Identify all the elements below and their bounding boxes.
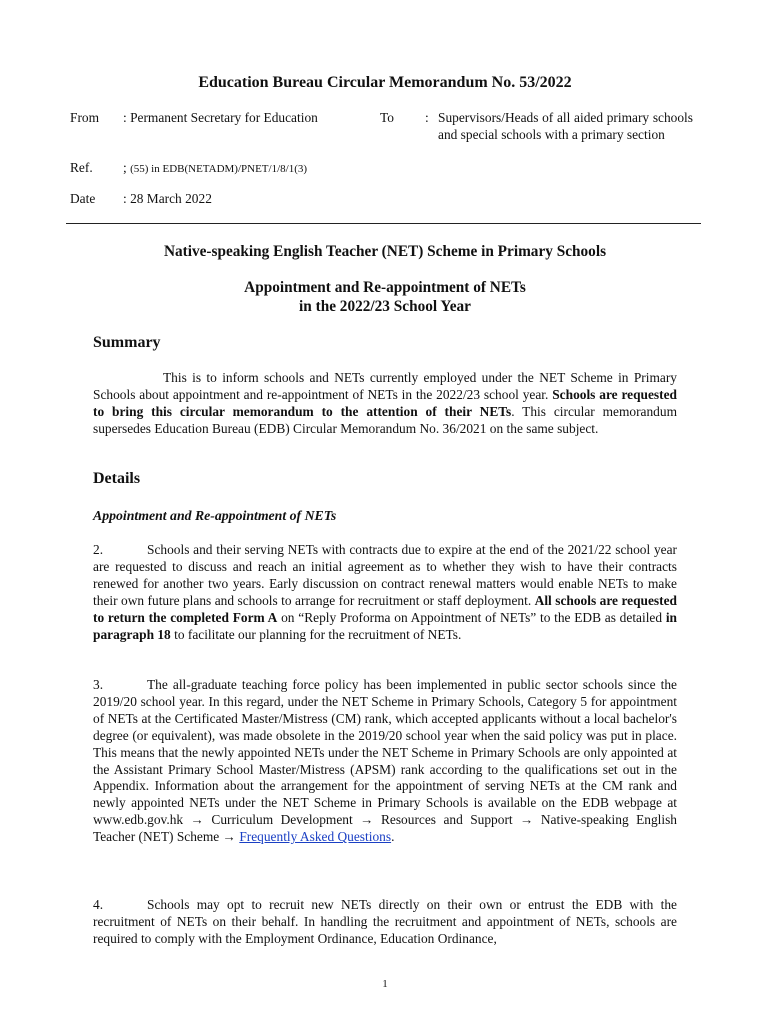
to-colon: : [425,110,429,125]
from-label: From [70,110,100,125]
paragraph-3-text-2: . [391,829,395,845]
header-divider [66,223,701,224]
summary-text-1: This is to inform schools and NETs currently employed under the NET Scheme in Primary Schools about appointment and re-appointment of NETs in the 2022/23 school year. [93,370,677,402]
subject-heading-line2: in the 2022/23 School Year [299,298,471,315]
summary-text-2: . This circular memorandum supersedes Education Bureau (EDB) Circular Memorandum No. 36/2021 on the same subject. [93,403,677,436]
paragraph-2-number: 2. [93,542,104,557]
circular-title: Education Bureau Circular Memorandum No. 53/2022 [198,74,572,91]
paragraph-3-number: 3. [93,677,104,692]
paragraph-3 [93,677,677,846]
summary-bold: Schools are requested to bring this circular memorandum to the attention of their NETs [93,386,677,419]
paragraph-2-bold-1: All schools are requested to return the completed Form A [93,592,677,625]
ref-label: Ref. [70,160,93,175]
paragraph-2-bold-2: in paragraph 18 [93,609,677,642]
paragraph-3-text-1: The all-graduate teaching force policy has been implemented in public sector schools since the 2019/20 school year. In this regard, under the NET Scheme in Primary Schools, Category 5 for appointment of NETs at the Certificated Master/Mistress (CM) rank, which accepted applicants without a local bachelor's degree (or equivalent), was made obsolete in the 2019/20 school year when the said policy was put in place. This means that the newly appointed NETs under the NET Scheme in Primary Schools are only appointed at the Assistant Primary School Master/Mistress (APSM) rank according to the qualifications set out in the Appendix. Information about the arrangement for the appointment of serving NETs at the CM rank and newly appointed NETs under the NET Scheme in Primary Schools is available on the EDB webpage at www.edb.gov.hk → Curriculum Development → Resources and Support → Native-speaking English Teacher (NET) Scheme → [93,677,677,845]
to-block [425,110,693,144]
details-heading: Details [93,470,141,487]
date-value: : 28 March 2022 [123,191,212,206]
summary-paragraph [93,370,677,438]
from-value: : Permanent Secretary for Education [123,110,318,125]
subject-heading-line1: Appointment and Re-appointment of NETs [244,279,526,296]
summary-heading: Summary [93,334,161,351]
paragraph-2-text-1: Schools and their serving NETs with contracts due to expire at the end of the 2021/22 school year are requested to discuss and reach an initial agreement as to whether they wish to have their contracts renewed for another two years. Early discussion on contract renewal matters would enable NETs to make their own future plans and schools to arrange for recruitment or staff deployment. [93,542,677,608]
paragraph-4-number: 4. [93,897,104,912]
paragraph-2 [93,542,677,643]
paragraph-4-text-1: Schools may opt to recruit new NETs directly on their own or entrust the EDB with the recruitment of NETs on their behalf. In handling the recruitment and appointment of NETs, schools are required to comply with the Employment Ordinance, Education Ordinance, [93,897,677,946]
paragraph-4 [93,897,677,948]
scheme-heading: Native-speaking English Teacher (NET) Scheme in Primary Schools [163,243,607,260]
faq-link[interactable]: Frequently Asked Questions [239,829,392,845]
date-label: Date [70,191,96,206]
page-number: 1 [382,978,388,990]
paragraph-2-text-3: to facilitate our planning for the recruitment of NETs. [170,626,462,642]
to-label: To [380,110,394,125]
ref-colon: ; [123,160,127,175]
to-value: Supervisors/Heads of all aided primary schools and special schools with a primary section [438,110,693,142]
ref-value: (55) in EDB(NETADM)/PNET/1/8/1(3) [130,163,308,175]
details-subheading: Appointment and Re-appointment of NETs [93,508,337,523]
ref-block [123,160,307,178]
paragraph-2-text-2: on “Reply Proforma on Appointment of NETs” to the EDB as detailed [277,609,663,625]
